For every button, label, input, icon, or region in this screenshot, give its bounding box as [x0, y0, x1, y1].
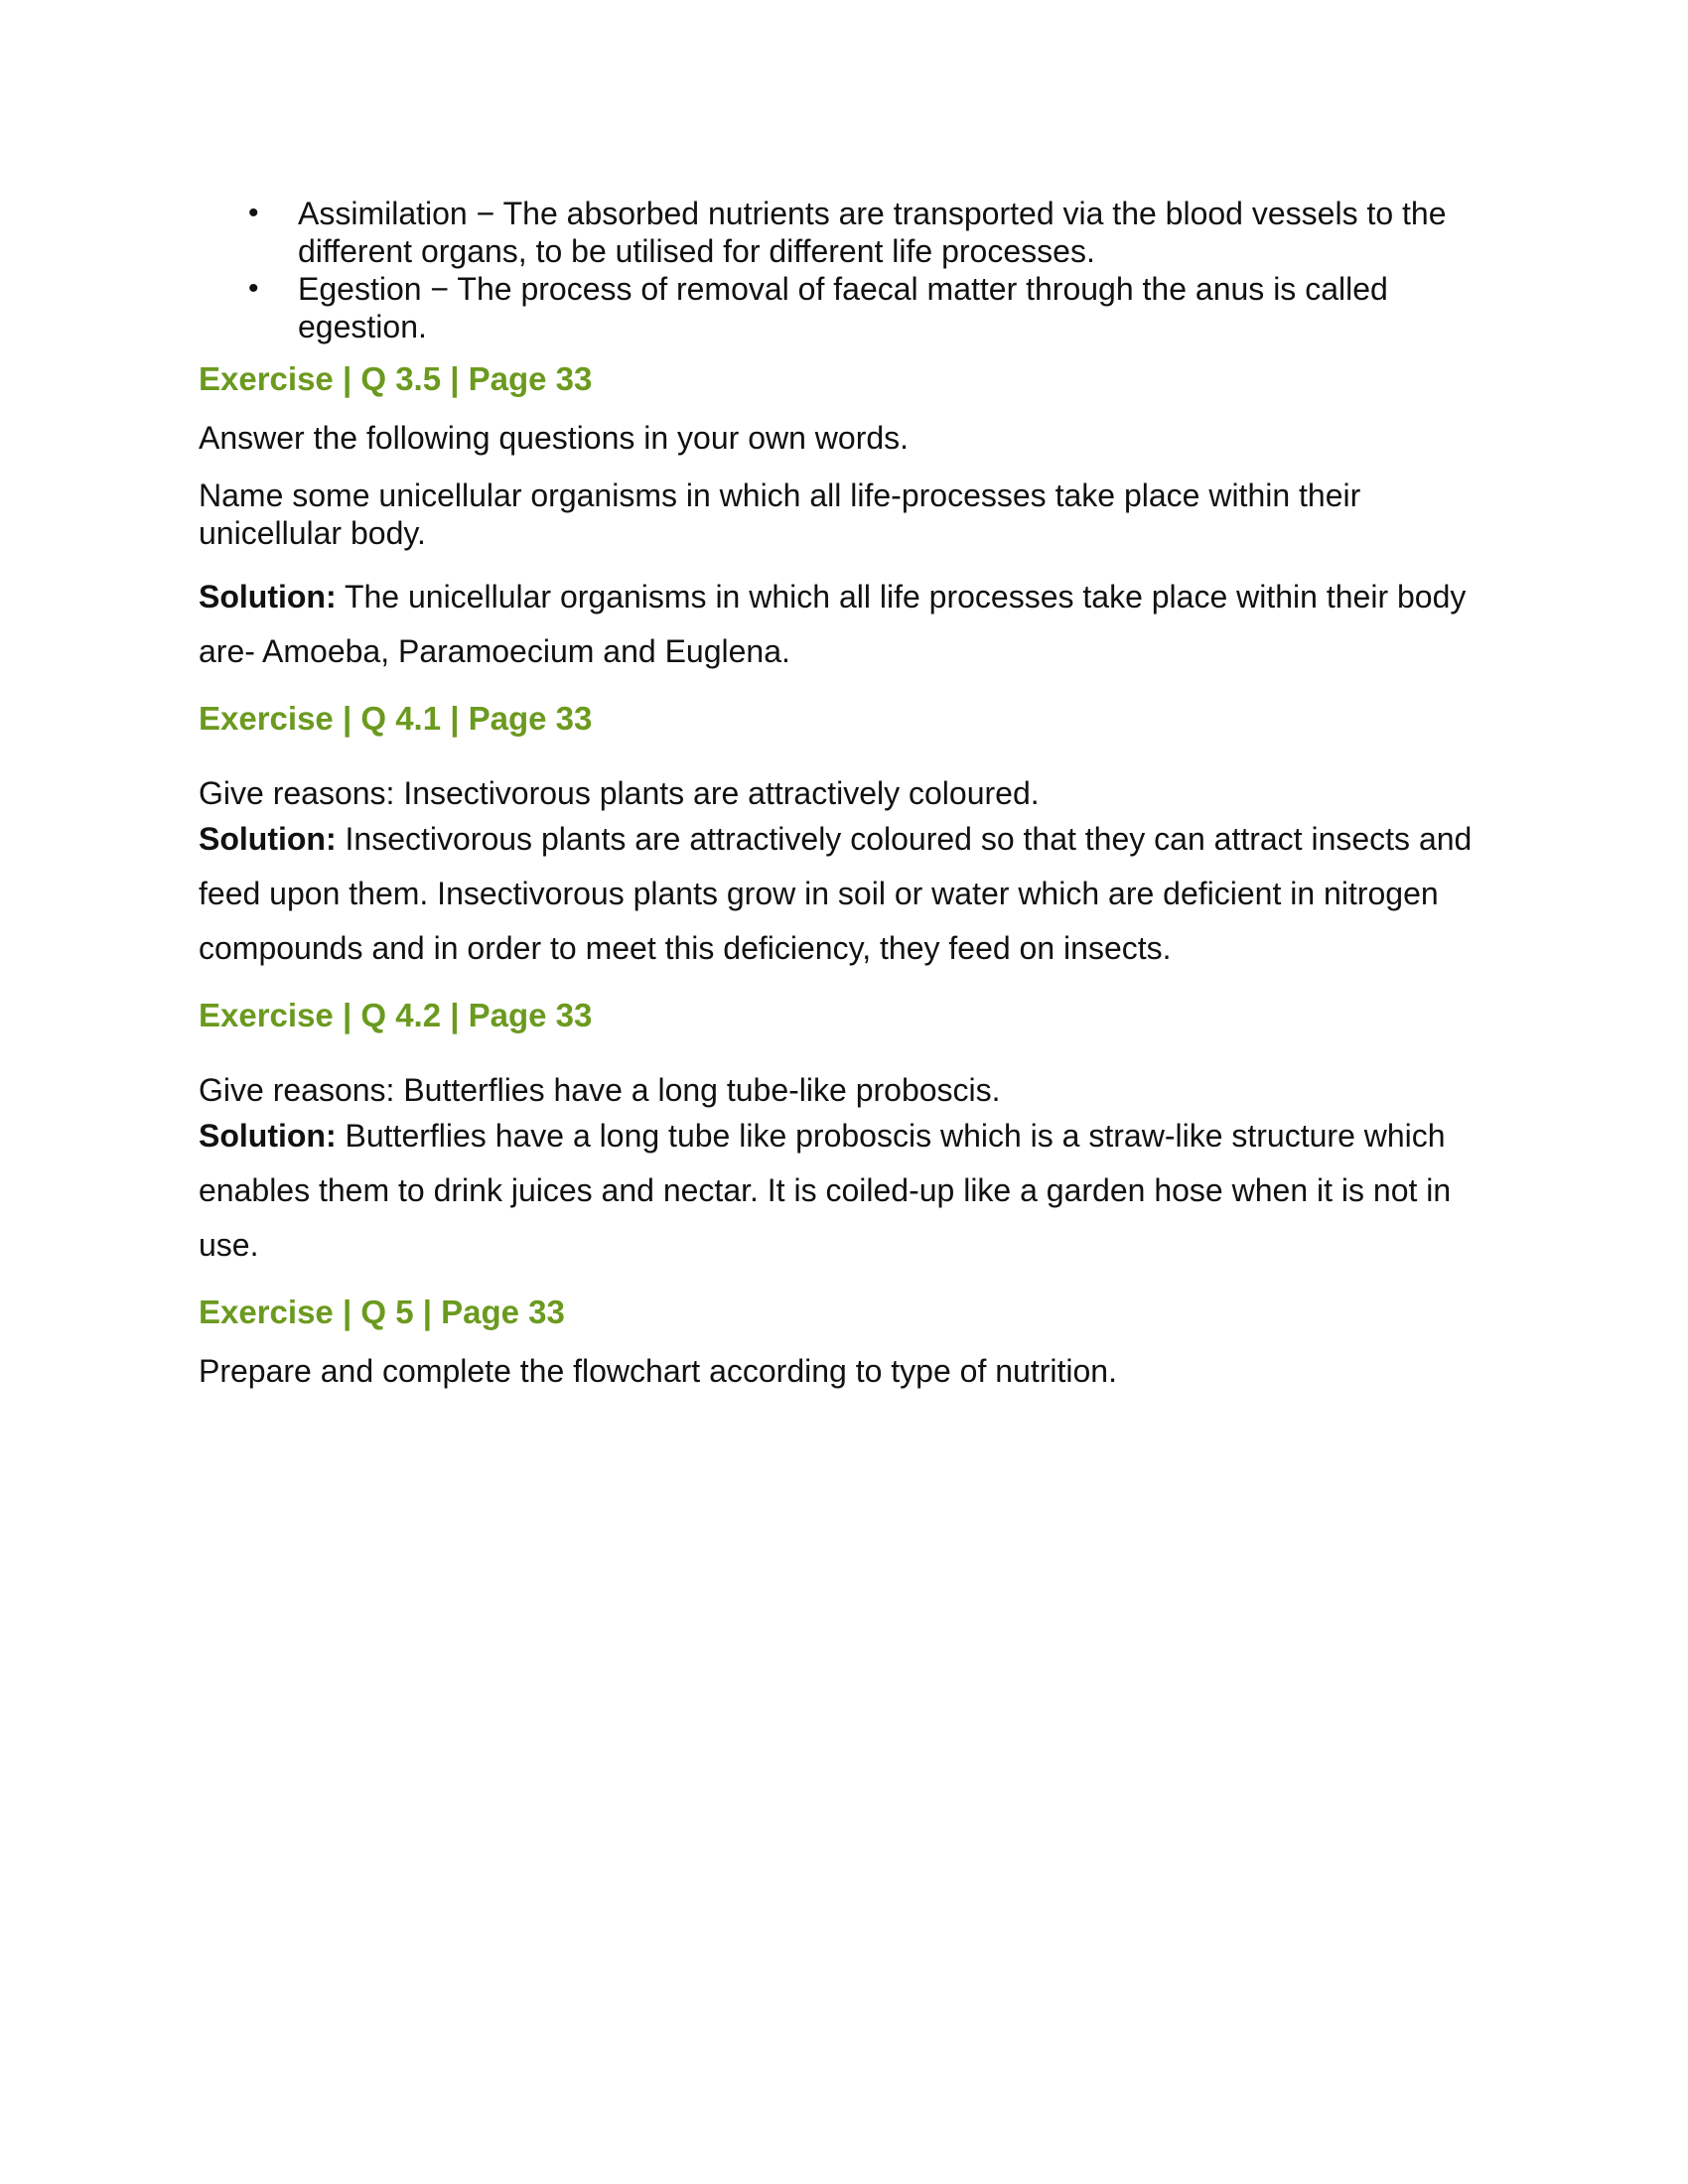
bullet-text: Egestion − The process of removal of faecal matter through the anus is called egestion.: [298, 271, 1388, 344]
exercise-heading-q4-2: Exercise | Q 4.2 | Page 33: [199, 997, 593, 1033]
exercise-heading-q3-5: Exercise | Q 3.5 | Page 33: [199, 360, 593, 397]
solution-paragraph: [199, 570, 1489, 679]
exercise-heading-q5: Exercise | Q 5 | Page 33: [199, 1294, 565, 1330]
bullet-icon: •: [248, 272, 259, 305]
bullet-list: [199, 195, 1489, 345]
bullet-item-egestion: [199, 270, 1489, 345]
solution-text: Butterflies have a long tube like proboscis which is a straw-like structure which enables them to drink juices and nectar. It is coiled-up like a garden hose when it is not in use.: [199, 1118, 1452, 1263]
solution-label: Solution:: [199, 579, 337, 614]
bullet-icon: •: [248, 197, 259, 229]
question-text: Give reasons: Insectivorous plants are attractively coloured.: [199, 775, 1040, 811]
question-text: Prepare and complete the flowchart according to type of nutrition.: [199, 1353, 1117, 1389]
exercise-heading-q4-1: Exercise | Q 4.1 | Page 33: [199, 700, 593, 737]
solution-paragraph: [199, 1109, 1489, 1273]
solution-paragraph: [199, 812, 1489, 976]
document-page: [199, 195, 1489, 1390]
solution-text: The unicellular organisms in which all life processes take place within their body are- Amoeba, Paramoecium and Euglena.: [199, 579, 1467, 669]
question-prompt: Answer the following questions in your own words.: [199, 420, 910, 456]
question-text: Give reasons: Butterflies have a long tube-like proboscis.: [199, 1072, 1001, 1108]
bullet-item-assimilation: [199, 195, 1489, 270]
solution-label: Solution:: [199, 821, 337, 857]
solution-label: Solution:: [199, 1118, 337, 1154]
bullet-text: Assimilation − The absorbed nutrients are transported via the blood vessels to the different organs, to be utilised for different life processes.: [298, 196, 1447, 269]
solution-text: Insectivorous plants are attractively coloured so that they can attract insects and feed upon them. Insectivorous plants grow in soil or water which are deficient in nitrogen compounds and in order to meet this deficiency, they feed on insects.: [199, 821, 1473, 966]
question-text: Name some unicellular organisms in which all life-processes take place within their unicellular body.: [199, 478, 1361, 551]
